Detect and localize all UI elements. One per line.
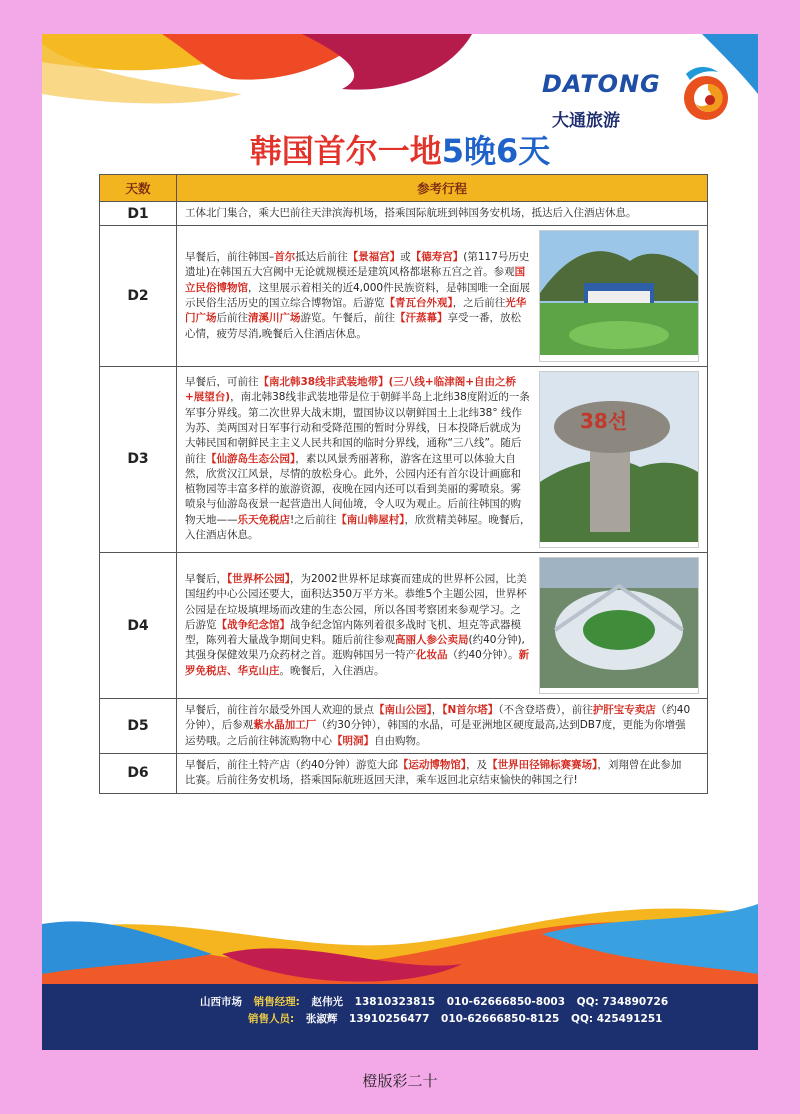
itinerary-text	[185, 206, 699, 221]
day-cell: D1	[100, 202, 177, 226]
highlight-text: 【明洞】	[332, 734, 374, 747]
blue-house-photo	[539, 230, 699, 361]
body-text: 自由购物。	[374, 734, 427, 747]
body-text: 或	[400, 251, 411, 264]
highlight-text: 【南山公园】	[374, 704, 432, 717]
body-text: ，刘翔曾在此参加比赛。后前往务安机场，搭乘国际航班返回天津，乘车返回北京结束愉快的韩国之行!	[185, 759, 682, 787]
itinerary-text	[185, 250, 539, 342]
table-row	[100, 754, 708, 794]
title-destination: 韩国首尔一地	[249, 132, 442, 170]
body-text: 早餐后，前往土特产店（约40分钟）游览大邱	[185, 759, 398, 772]
highlight-text: 光华门广场	[185, 296, 527, 325]
table-row	[100, 226, 708, 366]
body-text: ，这里展示着相关的近4,000件民族资料，是韩国唯一全面展示民俗生活历史的国立综合博物馆。后游览	[185, 281, 531, 309]
body-text: 享受一番，放松心情，疲劳尽消,晚餐后入住酒店休息。	[185, 312, 521, 340]
manager-label: 销售经理:	[253, 996, 300, 1008]
itinerary-text	[185, 703, 699, 749]
table-header-row	[100, 175, 708, 202]
itinerary-cell	[177, 552, 708, 698]
day-cell: D3	[100, 366, 177, 552]
day-cell: D2	[100, 226, 177, 366]
table-row	[100, 202, 708, 226]
staff-label: 销售人员:	[248, 1013, 295, 1025]
body-text: ，为2002世界杯足球赛而建成的世界杯公园，比美国纽约中心公园还要大，面积达350万平方米。恭维5个主题公园，世界杯公园是在垃圾填埋场而改建的生态公园，所以各国考察团来参观学习。之后游览	[185, 573, 527, 631]
highlight-text: 【世界田径锦标赛赛场】	[487, 759, 598, 772]
itinerary-text	[185, 572, 539, 679]
highlight-text: 化妆品	[416, 649, 448, 662]
highlight-text: 紫水晶加工厂	[253, 719, 317, 732]
body-text: 游览。午餐后，前往	[300, 312, 395, 325]
logo-wordmark: DATONG	[542, 70, 661, 98]
body-text: (约40分钟),其强身保健效果乃众药材之首。逛购韩国另一特产	[185, 634, 525, 662]
body-text: 后前往	[216, 312, 248, 325]
itinerary-table	[99, 174, 708, 794]
highlight-text: 【世界杯公园】	[227, 573, 290, 585]
manager-qq: QQ: 734890726	[576, 996, 669, 1008]
staff-name: 张淑辉	[305, 1013, 338, 1025]
body-text: 早餐后，	[185, 573, 227, 585]
itinerary-cell	[177, 226, 708, 366]
body-text: 早餐后，前往韩国–	[185, 251, 275, 264]
header-day: 天数	[100, 175, 177, 202]
page-title	[42, 126, 758, 172]
page-label: 橙版彩二十	[362, 1072, 438, 1090]
body-text: ，	[431, 704, 443, 717]
day-cell: D6	[100, 754, 177, 794]
body-text: 早餐后，前往首尔最受外国人欢迎的景点	[185, 704, 374, 717]
body-text: 战争纪念馆内陈列着很多战时飞机、坦克等武器模型，陈列着大量战争期间史料。随后前往参观	[185, 618, 521, 647]
world-cup-stadium-photo	[539, 557, 699, 694]
highlight-text: 清溪川广场	[248, 312, 301, 325]
contact-footer	[42, 984, 758, 1050]
body-text: ，及	[466, 759, 488, 772]
staff-qq: QQ: 425491251	[571, 1013, 663, 1025]
itinerary-cell	[177, 699, 708, 754]
highlight-text: 【南山韩屋村】	[336, 513, 405, 526]
body-text: （不含登塔费），前往	[498, 704, 593, 717]
itinerary-text	[185, 758, 699, 789]
itinerary-cell	[177, 754, 708, 794]
body-text: ，欣赏精美韩屋。晚餐后，入住酒店休息。	[185, 513, 531, 542]
body-text: ，之后前往	[452, 296, 506, 309]
highlight-text: 【德寿宫】	[410, 251, 464, 264]
highlight-text: 【仙游岛生态公园】	[206, 452, 296, 465]
body-text: ，南北韩38线非武装地带是位于朝鲜半岛上北纬38度附近的一条军事分界线。第二次世界大战末期，盟国协议以朝鲜国土上北纬38° 线作为苏、美两国对日军事行动和受降范围的暂时分界线，日本投降后就成为大韩民国和朝鲜民主主义人民共和国的临时分界线，通称“三八线”。随后前往	[185, 391, 530, 465]
body-text: 。晚餐后，入住酒店。	[279, 664, 385, 677]
38th-parallel-monument-photo	[539, 371, 699, 548]
staff-mobile: 13910256477	[349, 1013, 430, 1025]
staff-phone: 010-62666850-8125	[441, 1013, 560, 1025]
header-itinerary: 参考行程	[177, 175, 708, 202]
manager-line	[200, 994, 676, 1011]
body-text: !之后前往	[290, 513, 337, 526]
highlight-text: 【南北韩38线非武装地带】(三八线+临津阁+自由之桥+展望台)	[185, 376, 517, 404]
brochure-sheet	[42, 34, 758, 1050]
body-text: 工体北门集合，乘大巴前往天津滨海机场，搭乘国际航班到韩国务安机场，抵达后入住酒店休息。	[185, 207, 637, 219]
manager-name: 赵伟光	[311, 996, 344, 1008]
body-text: （约40分钟），后参观	[185, 704, 691, 732]
title-duration: 5晚6天	[441, 132, 551, 170]
body-text: 早餐后，可前往	[185, 376, 259, 389]
table-row	[100, 552, 708, 698]
manager-mobile: 13810323815	[354, 996, 436, 1008]
highlight-text: 乐天免税店	[237, 513, 290, 526]
body-text: （约30分钟），韩国的水晶，可是亚洲地区硬度最高,达到DB7度，更能为你增强运势哦。之后前往韩流购物中心	[185, 719, 686, 747]
highlight-text: 【景福宫】	[347, 251, 401, 264]
itinerary-cell	[177, 366, 708, 552]
highlight-text: 护肝宝专卖店	[592, 704, 656, 717]
manager-phone: 010-62666850-8003	[446, 996, 566, 1008]
body-text: ，素以风景秀丽著称，游客在这里可以体验大自然，欣赏汉江风景，尽情的放松身心。此外，公园内还有首尔设计画廊和植物园等丰富多样的旅游资源，夜晚在园内还可以看到美丽的雾喷泉。雾喷泉与仙游岛夜景一起营造出人间仙境，令人叹为观止。后前往韩国的购物天地——	[185, 452, 521, 526]
body-text: （约40分钟）。	[447, 649, 519, 662]
day-cell: D4	[100, 552, 177, 698]
staff-line	[200, 1011, 676, 1028]
body-text: (第117号历史遗址)在韩国五大宫阙中无论就规模还是建筑风格都堪称五宫之首。参观	[185, 251, 530, 279]
highlight-text: 高丽人参公卖局	[395, 634, 469, 647]
highlight-text: 【汗蒸幕】	[395, 312, 448, 325]
contact-block	[200, 994, 676, 1028]
day-cell: D5	[100, 699, 177, 754]
table-row	[100, 699, 708, 754]
itinerary-cell	[177, 202, 708, 226]
logo-cn-name: 大通旅游	[552, 111, 620, 131]
highlight-text: 【运动博物馆】	[397, 759, 467, 772]
highlight-text: 国立民俗博物馆	[185, 266, 526, 294]
table-row	[100, 366, 708, 552]
highlight-text: 【战争纪念馆】	[216, 618, 290, 631]
highlight-text: 【青瓦台外观】	[384, 296, 453, 309]
highlight-text: 首尔	[274, 251, 296, 264]
body-text: 抵达后前往	[295, 251, 348, 264]
highlight-text: 【N首尔塔】	[442, 704, 499, 717]
itinerary-text	[185, 375, 539, 543]
highlight-text: 新罗免税店、华克山庄	[185, 649, 530, 677]
svg-text:38선: 38선	[580, 408, 628, 433]
itinerary-body	[100, 202, 708, 794]
swirl-logo-icon	[680, 64, 732, 126]
market-region: 山西市场	[200, 996, 242, 1008]
